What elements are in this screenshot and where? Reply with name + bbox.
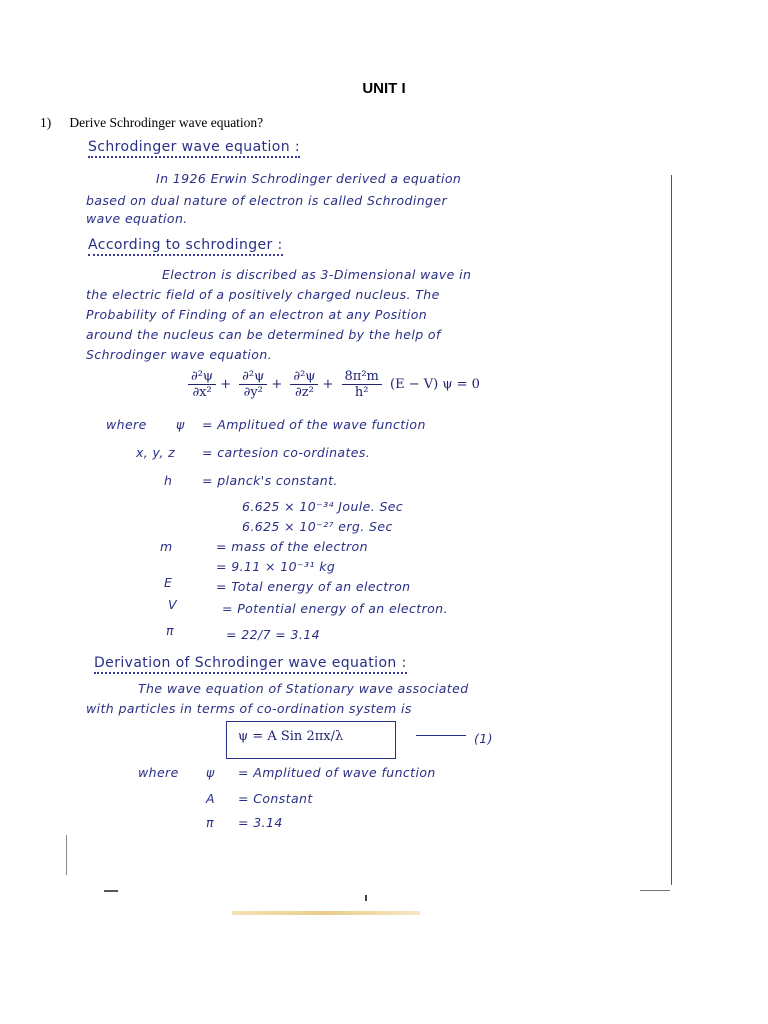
intro-line-1: In 1926 Erwin Schrodinger derived a equation	[156, 171, 462, 186]
def-sym-8: V	[168, 597, 177, 612]
def-sym-1: x, y, z	[136, 445, 176, 460]
def2-desc-2: = 3.14	[238, 815, 283, 830]
schrodinger-equation: $\frac{\text{∂²ψ}}{\text{∂x²}}$ + $\frac{\text{∂²ψ}}{\text{∂y²}}$ + $\frac{\text{∂²ψ}}{\text{∂z²}}$ + $\frac{\text{8π²m}}{\text{h²}}$ (E − V) ψ = 0	[184, 369, 480, 400]
eq-ref-line	[416, 735, 466, 736]
def-desc-4: 6.625 × 10⁻²⁷ erg. Sec	[242, 519, 393, 534]
def2-sym-2: π	[206, 815, 214, 830]
page-border-right	[671, 175, 672, 885]
according-line-4: around the nucleus can be determined by the help of	[86, 327, 441, 342]
def-desc-7: = Total energy of an electron	[216, 579, 411, 594]
according-line-1: Electron is discribed as 3-Dimensional wave in	[162, 267, 472, 282]
def-desc-3: 6.625 × 10⁻³⁴ Joule. Sec	[242, 499, 404, 514]
term-energy: $\frac{\text{8π²m}}{\text{h²}}$	[342, 369, 382, 400]
def-sym-5: m	[160, 539, 173, 554]
where-label: where	[106, 417, 147, 432]
derivation-line-1: The wave equation of Stationary wave associated	[138, 681, 469, 696]
def-desc-8: = Potential energy of an electron.	[222, 601, 448, 616]
intro-line-2: based on dual nature of electron is called Schrodinger	[86, 193, 447, 208]
def-desc-1: = cartesion co-ordinates.	[202, 445, 371, 460]
handwritten-notes-image	[66, 135, 672, 915]
heading-derivation: Derivation of Schrodinger wave equation :	[94, 655, 407, 671]
def2-desc-1: = Constant	[238, 791, 313, 806]
def-desc-2: = planck's constant.	[202, 473, 338, 488]
def-sym-9: π	[166, 623, 174, 638]
heading-according: According to schrodinger :	[88, 237, 283, 253]
def-desc-9: = 22/7 = 3.14	[226, 627, 320, 642]
def2-sym-0: ψ	[206, 765, 215, 780]
scan-mark-center	[365, 895, 367, 901]
equation-tail: (E − V) ψ = 0	[390, 377, 480, 392]
term-y: $\frac{\text{∂²ψ}}{\text{∂y²}}$	[239, 369, 267, 400]
def-desc-5: = mass of the electron	[216, 539, 368, 554]
page-title: UNIT I	[362, 80, 406, 97]
scan-mark-left	[104, 890, 118, 892]
eq-ref: (1)	[474, 731, 493, 746]
page-border-left	[66, 835, 67, 875]
term-x: $\frac{\text{∂²ψ}}{\text{∂x²}}$	[188, 369, 216, 400]
def2-sym-1: A	[206, 791, 215, 806]
question-line	[40, 115, 263, 131]
derivation-line-2: with particles in terms of co-ordination system is	[86, 701, 412, 716]
question-number: 1)	[40, 115, 52, 130]
according-line-5: Schrodinger wave equation.	[86, 347, 273, 362]
scan-edge-strip	[232, 911, 420, 915]
def-desc-6: = 9.11 × 10⁻³¹ kg	[216, 559, 336, 574]
according-line-2: the electric field of a positively charged nucleus. The	[86, 287, 440, 302]
heading-schrodinger-wave-equation: Schrodinger wave equation :	[88, 139, 300, 155]
boxed-equation: ψ = A Sin 2πx/λ	[238, 729, 344, 744]
according-line-3: Probability of Finding of an electron at any Position	[86, 307, 428, 322]
term-z: $\frac{\text{∂²ψ}}{\text{∂z²}}$	[290, 369, 318, 400]
def2-desc-0: = Amplitued of wave function	[238, 765, 436, 780]
where2-label: where	[138, 765, 179, 780]
question-text: Derive Schrodinger wave equation?	[69, 115, 264, 130]
scan-mark-right	[640, 890, 670, 891]
def-sym-0: ψ	[176, 417, 185, 432]
intro-line-3: wave equation.	[86, 211, 188, 226]
def-sym-2: h	[164, 473, 173, 488]
def-desc-0: = Amplitued of the wave function	[202, 417, 426, 432]
def-sym-7: E	[164, 575, 173, 590]
